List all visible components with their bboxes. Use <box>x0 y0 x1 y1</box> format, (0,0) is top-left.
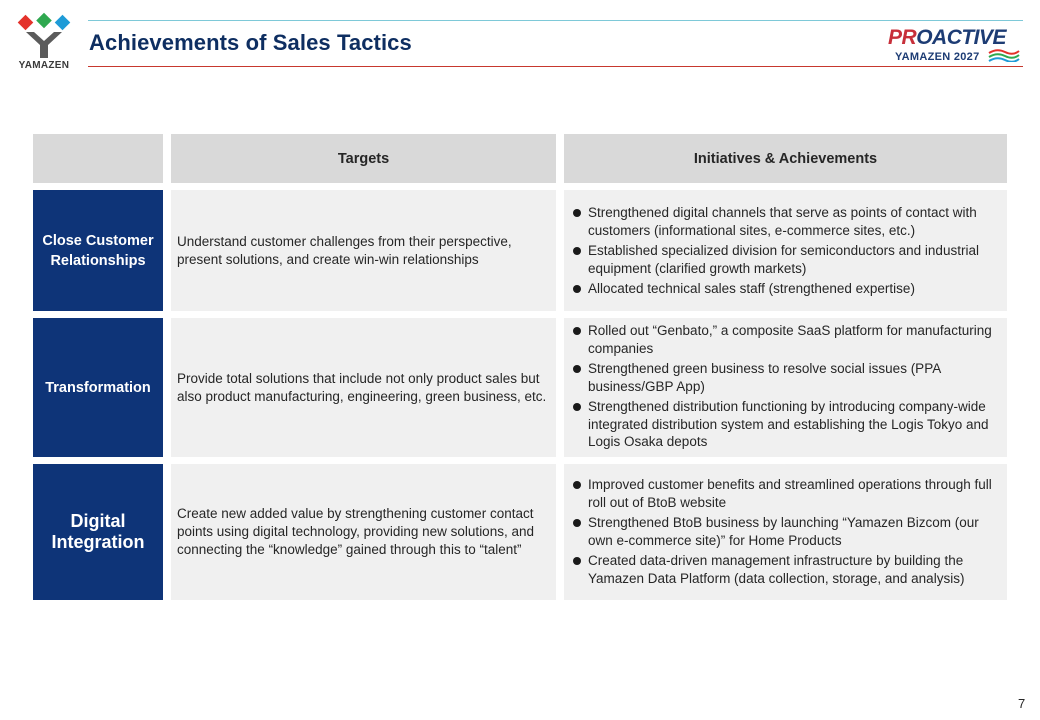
list-item: Strengthened BtoB business by launching “Yamazen Bizcom (our own e-commerce site)” for Home Products <box>572 514 1001 549</box>
list-item: Strengthened green business to resolve social issues (PPA business/GBP App) <box>572 360 1001 395</box>
proactive-subtitle: YAMAZEN 2027 <box>895 51 980 63</box>
list-item: Allocated technical sales staff (strengthened expertise) <box>572 280 1001 298</box>
logo-wordmark: YAMAZEN <box>18 60 70 71</box>
wave-icon <box>988 48 1020 62</box>
initiatives-list <box>572 204 1001 298</box>
list-item: Strengthened distribution functioning by introducing company-wide integrated distribution system and establishing the Logis Tokyo and Logis Osaka depots <box>572 398 1001 451</box>
target-cell: Create new added value by strengthening customer contact points using digital technology, providing new solutions, and connecting the “knowledge” gained through this to “talent” <box>171 464 556 600</box>
initiatives-cell <box>564 318 1007 457</box>
proactive-wordmark: PROACTIVE <box>888 26 1007 49</box>
target-cell: Provide total solutions that include not only product sales but also product manufacturing, engineering, green business, etc. <box>171 318 556 457</box>
proactive-brand <box>888 26 1022 66</box>
page-title: Achievements of Sales Tactics <box>89 30 412 55</box>
table-header-blank <box>33 134 163 183</box>
initiatives-cell <box>564 190 1007 311</box>
list-item: Rolled out “Genbato,” a composite SaaS platform for manufacturing companies <box>572 322 1001 357</box>
list-item: Established specialized division for semiconductors and industrial equipment (clarified growth markets) <box>572 242 1001 277</box>
initiatives-cell <box>564 464 1007 600</box>
list-item: Strengthened digital channels that serve as points of contact with customers (informational sites, e-commerce sites, etc.) <box>572 204 1001 239</box>
initiatives-list <box>572 322 1001 451</box>
page-number: 7 <box>1018 696 1026 711</box>
initiatives-list <box>572 476 1001 587</box>
list-item: Improved customer benefits and streamlined operations through full roll out of BtoB website <box>572 476 1001 511</box>
row-label-transformation: Transformation <box>33 318 163 457</box>
row-label-digital-integration: Digital Integration <box>33 464 163 600</box>
column-header-initiatives: Initiatives & Achievements <box>564 134 1007 183</box>
yamazen-logo <box>14 12 74 74</box>
yamazen-logo-icon <box>14 12 74 60</box>
header-rule-top <box>88 20 1023 21</box>
header-rule-bottom <box>88 66 1023 67</box>
list-item: Created data-driven management infrastructure by building the Yamazen Data Platform (data collection, storage, and analysis) <box>572 552 1001 587</box>
column-header-targets: Targets <box>171 134 556 183</box>
target-cell: Understand customer challenges from their perspective, present solutions, and create win-win relationships <box>171 190 556 311</box>
row-label-close-customer-relationships: Close Customer Relationships <box>33 190 163 311</box>
